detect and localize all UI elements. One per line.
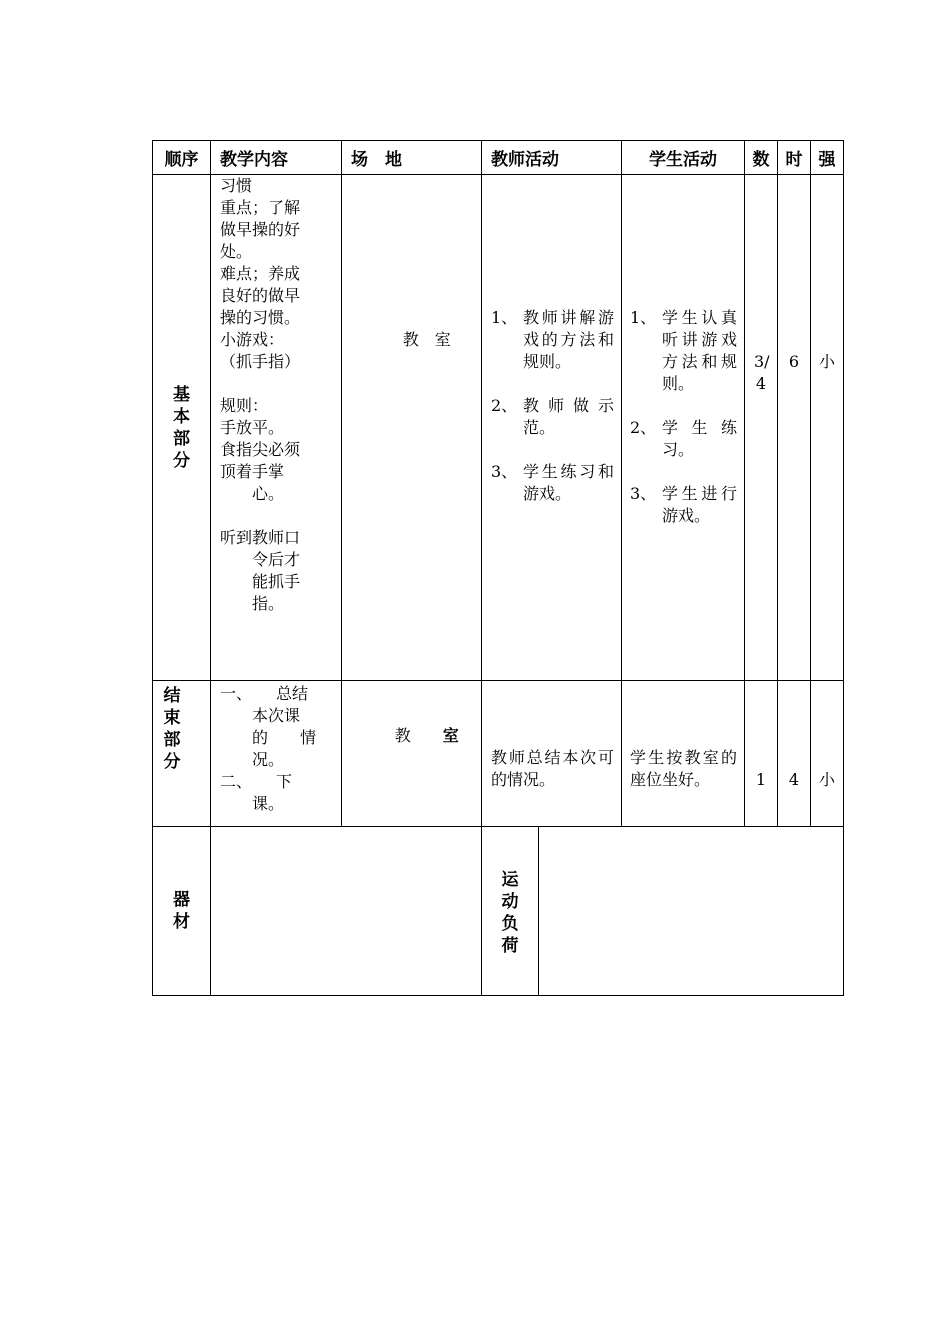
- header-venue: 场 地: [342, 141, 482, 175]
- header-time: 时: [778, 141, 811, 175]
- ending-content: [211, 681, 342, 827]
- list-item-number: 1、: [630, 308, 657, 327]
- content-line: 二、 下: [220, 772, 293, 791]
- content-line: 习惯: [220, 176, 253, 195]
- list-item: [491, 461, 614, 505]
- basic-venue: 教 室: [342, 175, 482, 681]
- content-line: 做早操的好: [220, 220, 301, 239]
- ending-venue: 教 室: [342, 681, 482, 827]
- basic-content: [211, 175, 342, 681]
- ending-intensity: 小: [811, 681, 844, 827]
- content-line: 心。: [220, 484, 285, 503]
- header-content: 教学内容: [211, 141, 342, 175]
- content-line: 规则：: [220, 396, 269, 415]
- content-line: 处。: [220, 242, 253, 261]
- header-order: 顺序: [153, 141, 211, 175]
- header-student-activity: 学生活动: [622, 141, 745, 175]
- list-item: [630, 483, 737, 527]
- equipment-value: [211, 827, 482, 996]
- content-line: 良好的做早: [220, 286, 301, 305]
- header-teacher-activity: 教师活动: [482, 141, 622, 175]
- list-item-number: 3、: [491, 462, 518, 481]
- content-line: 操的习惯。: [220, 308, 301, 327]
- content-line: 重点；了解: [220, 198, 301, 217]
- ending-teacher-activity: 教师总结本次可的情况。: [482, 681, 622, 827]
- ending-student-activity: 学生按教室的座位坐好。: [622, 681, 745, 827]
- list-item-number: 2、: [491, 396, 518, 415]
- student-activity-list: [630, 307, 737, 527]
- ending-section-label: [153, 681, 211, 827]
- header-intensity: 强: [811, 141, 844, 175]
- content-line: 能抓手: [220, 572, 301, 591]
- content-line: （抓手指）: [220, 352, 301, 371]
- teacher-activity-list: [491, 307, 614, 505]
- basic-content-lines: [220, 175, 332, 615]
- content-line: [220, 373, 332, 395]
- list-item-number: 2、: [630, 418, 657, 437]
- basic-student-activity: [622, 175, 745, 681]
- content-line: 指。: [220, 594, 285, 613]
- list-item-number: 3、: [630, 484, 657, 503]
- lesson-table: [152, 140, 844, 996]
- list-item-text: 学生练习。: [662, 418, 737, 459]
- list-item: [491, 395, 614, 439]
- basic-teacher-activity: [482, 175, 622, 681]
- content-line: 难点；养成: [220, 264, 301, 283]
- load-label: 运动负荷: [501, 870, 519, 956]
- ending-content-lines: [220, 681, 332, 815]
- list-item: [491, 307, 614, 373]
- list-item-text: 教师做示范。: [523, 396, 614, 437]
- equipment-label: 器材: [173, 890, 190, 932]
- content-line: 听到教师口: [220, 528, 301, 547]
- content-line: [220, 505, 332, 527]
- load-value: [539, 827, 844, 996]
- content-line: 况。: [220, 750, 285, 769]
- load-label-cell: [482, 827, 539, 996]
- content-line: 小游戏：: [220, 330, 285, 349]
- content-line: 令后才: [220, 550, 301, 569]
- list-item: [630, 417, 737, 461]
- content-line: 一、 总结: [220, 684, 309, 703]
- content-line: 本次课: [220, 706, 301, 725]
- ending-section-text: 结束部分: [163, 686, 181, 772]
- list-item-text: 学生练习和游戏。: [523, 462, 614, 503]
- ending-count: 1: [745, 681, 778, 827]
- list-item-number: 1、: [491, 308, 518, 327]
- basic-section-label: [153, 175, 211, 681]
- list-item-text: 学生认真听讲游戏方法和规则。: [662, 308, 737, 393]
- list-item: [630, 307, 737, 395]
- basic-intensity: 小: [811, 175, 844, 681]
- content-line: 手放平。: [220, 418, 285, 437]
- basic-count: [745, 175, 778, 681]
- header-count: 数: [745, 141, 778, 175]
- equipment-label-cell: [153, 827, 211, 996]
- basic-count-value: 3/4: [754, 352, 770, 393]
- content-line: 的 情: [220, 728, 317, 747]
- list-item-text: 学生进行游戏。: [662, 484, 737, 525]
- content-line: 食指尖必须: [220, 440, 301, 459]
- basic-section-text: 基本部分: [173, 384, 190, 471]
- content-line: 课。: [220, 794, 285, 813]
- content-line: 顶着手掌: [220, 462, 285, 481]
- list-item-text: 教师讲解游戏的方法和规则。: [523, 308, 614, 371]
- ending-time: 4: [778, 681, 811, 827]
- basic-time: 6: [778, 175, 811, 681]
